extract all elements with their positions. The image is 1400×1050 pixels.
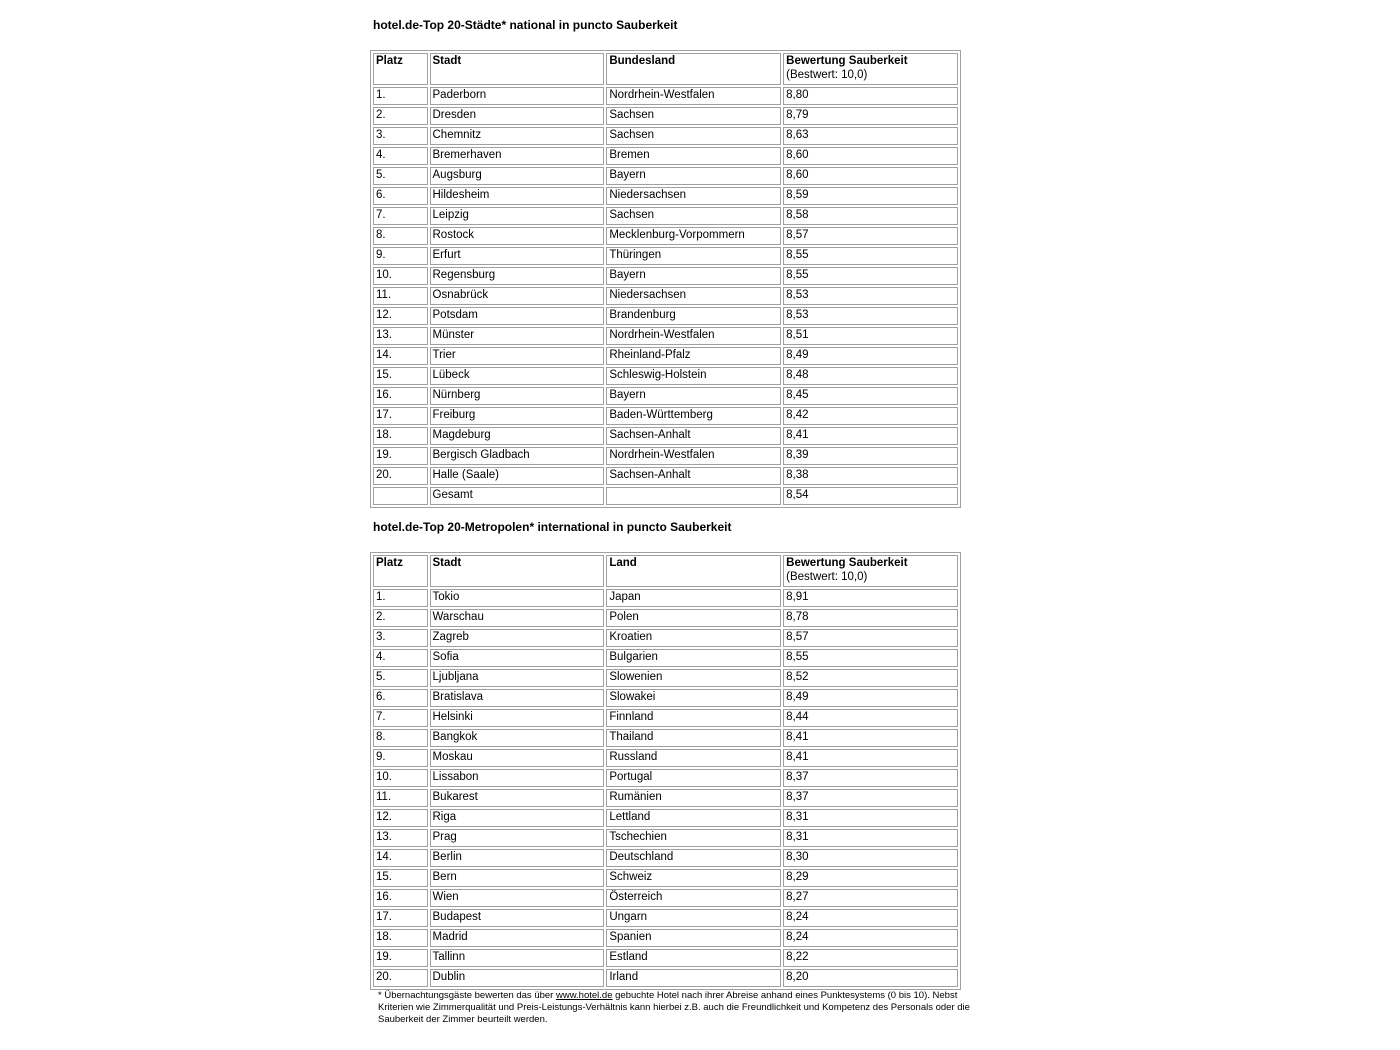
cell-bewertung: 8,60	[783, 167, 958, 185]
cell-stadt: Münster	[430, 327, 605, 345]
table-row	[373, 347, 958, 365]
header-bewertung	[783, 555, 958, 587]
cell-platz: 16.	[373, 889, 428, 907]
cell-region: Rheinland-Pfalz	[606, 347, 781, 365]
header-bewertung-label: Bewertung Sauberkeit	[786, 557, 908, 569]
cell-stadt: Paderborn	[430, 87, 605, 105]
header-bewertung-label: Bewertung Sauberkeit	[786, 55, 908, 67]
cell-stadt: Tallinn	[430, 949, 605, 967]
cell-region: Nordrhein-Westfalen	[606, 447, 781, 465]
cell-bewertung: 8,20	[783, 969, 958, 987]
cell-stadt: Bukarest	[430, 789, 605, 807]
cell-region: Bulgarien	[606, 649, 781, 667]
cell-platz: 18.	[373, 427, 428, 445]
cell-region: Slowenien	[606, 669, 781, 687]
cell-platz: 9.	[373, 247, 428, 265]
national-table-title: hotel.de-Top 20-Städte* national in puncto Sauberkeit	[373, 18, 678, 32]
cell-platz: 5.	[373, 167, 428, 185]
cell-bewertung: 8,29	[783, 869, 958, 887]
cell-bewertung: 8,37	[783, 789, 958, 807]
cell-platz: 11.	[373, 287, 428, 305]
cell-bewertung: 8,24	[783, 929, 958, 947]
table-row	[373, 467, 958, 485]
cell-stadt: Dresden	[430, 107, 605, 125]
cell-bewertung: 8,37	[783, 769, 958, 787]
cell-stadt: Wien	[430, 889, 605, 907]
table-header-row	[373, 555, 958, 587]
header-platz: Platz	[373, 53, 428, 85]
cell-platz: 5.	[373, 669, 428, 687]
cell-region: Japan	[606, 589, 781, 607]
footnote-text-end: gebuchte Hotel nach ihrer Abreise anhand eines Punktesystems (0 bis 10). Nebst Kriterien wie Zimmerqualität und Preis-Leistungs-Verhältnis kann hierbei z.B. auch die Freundlichkeit und Kompetenz des Personals oder die Sauberkeit der Zimmer beurteilt werden.	[378, 990, 970, 1025]
cell-bewertung: 8,60	[783, 147, 958, 165]
cell-stadt: Osnabrück	[430, 287, 605, 305]
cell-stadt: Riga	[430, 809, 605, 827]
cell-region: Slowakei	[606, 689, 781, 707]
cell-region: Sachsen-Anhalt	[606, 427, 781, 445]
cell-bewertung: 8,53	[783, 287, 958, 305]
cell-stadt: Lübeck	[430, 367, 605, 385]
cell-region: Sachsen	[606, 127, 781, 145]
cell-stadt: Tokio	[430, 589, 605, 607]
table-row	[373, 649, 958, 667]
header-bewertung	[783, 53, 958, 85]
cell-bewertung: 8,31	[783, 809, 958, 827]
cell-region: Bremen	[606, 147, 781, 165]
cell-stadt: Chemnitz	[430, 127, 605, 145]
cell-bewertung: 8,48	[783, 367, 958, 385]
table-header-row	[373, 53, 958, 85]
cell-stadt: Sofia	[430, 649, 605, 667]
cell-stadt: Warschau	[430, 609, 605, 627]
cell-stadt: Regensburg	[430, 267, 605, 285]
table-row	[373, 327, 958, 345]
cell-region: Bayern	[606, 387, 781, 405]
cell-region: Niedersachsen	[606, 287, 781, 305]
cell-region: Nordrhein-Westfalen	[606, 327, 781, 345]
cell-stadt: Magdeburg	[430, 427, 605, 445]
cell-stadt: Lissabon	[430, 769, 605, 787]
footnote-text-start: * Übernachtungsgäste bewerten das über	[378, 990, 556, 1001]
cell-platz: 3.	[373, 127, 428, 145]
cell-platz: 11.	[373, 789, 428, 807]
cell-region: Mecklenburg-Vorpommern	[606, 227, 781, 245]
cell-platz: 13.	[373, 829, 428, 847]
table-row	[373, 689, 958, 707]
cell-bewertung: 8,57	[783, 227, 958, 245]
table-row	[373, 427, 958, 445]
cell-platz: 14.	[373, 347, 428, 365]
cell-platz: 7.	[373, 709, 428, 727]
table-row	[373, 629, 958, 647]
cell-region: Thailand	[606, 729, 781, 747]
table-row	[373, 167, 958, 185]
table-row	[373, 929, 958, 947]
cell-platz: 4.	[373, 649, 428, 667]
table-row	[373, 869, 958, 887]
cell-bewertung: 8,45	[783, 387, 958, 405]
cell-platz: 10.	[373, 769, 428, 787]
cell-bewertung: 8,78	[783, 609, 958, 627]
cell-region: Bayern	[606, 167, 781, 185]
cell-region: Schleswig-Holstein	[606, 367, 781, 385]
cell-platz: 8.	[373, 729, 428, 747]
table-row	[373, 227, 958, 245]
table-row	[373, 207, 958, 225]
cell-stadt: Madrid	[430, 929, 605, 947]
cell-region: Spanien	[606, 929, 781, 947]
cell-bewertung: 8,91	[783, 589, 958, 607]
table-row	[373, 307, 958, 325]
cell-platz: 16.	[373, 387, 428, 405]
total-value: 8,54	[783, 487, 958, 505]
table-row	[373, 749, 958, 767]
cell-platz: 12.	[373, 307, 428, 325]
cell-region: Kroatien	[606, 629, 781, 647]
cell-stadt: Bergisch Gladbach	[430, 447, 605, 465]
cell-region: Baden-Württemberg	[606, 407, 781, 425]
table-row	[373, 849, 958, 867]
cell-stadt: Bratislava	[430, 689, 605, 707]
cell-region: Nordrhein-Westfalen	[606, 87, 781, 105]
cell-bewertung: 8,79	[783, 107, 958, 125]
cell-platz: 1.	[373, 589, 428, 607]
cell-bewertung: 8,44	[783, 709, 958, 727]
cell-bewertung: 8,31	[783, 829, 958, 847]
cell-region: Schweiz	[606, 869, 781, 887]
cell-stadt: Erfurt	[430, 247, 605, 265]
hotel-de-link[interactable]: www.hotel.de	[555, 990, 613, 1001]
table-row	[373, 809, 958, 827]
cell-stadt: Bern	[430, 869, 605, 887]
cell-stadt: Leipzig	[430, 207, 605, 225]
cell-stadt: Zagreb	[430, 629, 605, 647]
cell-platz: 7.	[373, 207, 428, 225]
table-row	[373, 909, 958, 927]
cell-platz: 8.	[373, 227, 428, 245]
cell-bewertung: 8,52	[783, 669, 958, 687]
cell-stadt: Ljubljana	[430, 669, 605, 687]
international-table-body	[373, 589, 958, 987]
table-row	[373, 187, 958, 205]
cell-platz: 19.	[373, 447, 428, 465]
cell-region: Niedersachsen	[606, 187, 781, 205]
cell-region: Estland	[606, 949, 781, 967]
cell-bewertung: 8,63	[783, 127, 958, 145]
cell-region: Russland	[606, 749, 781, 767]
table-row	[373, 447, 958, 465]
cell-stadt: Potsdam	[430, 307, 605, 325]
cell-platz: 17.	[373, 909, 428, 927]
cell-bewertung: 8,42	[783, 407, 958, 425]
cell-stadt: Budapest	[430, 909, 605, 927]
table-row	[373, 769, 958, 787]
cell-stadt: Bremerhaven	[430, 147, 605, 165]
header-bewertung-sub: (Bestwert: 10,0)	[786, 69, 868, 81]
table-row	[373, 107, 958, 125]
cell-stadt: Prag	[430, 829, 605, 847]
table-row	[373, 589, 958, 607]
cell-stadt: Dublin	[430, 969, 605, 987]
cell-stadt: Halle (Saale)	[430, 467, 605, 485]
cell-platz: 19.	[373, 949, 428, 967]
cell-bewertung: 8,49	[783, 347, 958, 365]
cell-region: Brandenburg	[606, 307, 781, 325]
cell-stadt: Hildesheim	[430, 187, 605, 205]
cell-bewertung: 8,22	[783, 949, 958, 967]
cell-stadt: Freiburg	[430, 407, 605, 425]
cell-platz: 3.	[373, 629, 428, 647]
header-stadt: Stadt	[430, 53, 605, 85]
cell-region: Rumänien	[606, 789, 781, 807]
header-land: Land	[606, 555, 781, 587]
cell-bewertung: 8,38	[783, 467, 958, 485]
cell-bewertung: 8,55	[783, 247, 958, 265]
cell-bewertung: 8,41	[783, 729, 958, 747]
cell-platz: 1.	[373, 87, 428, 105]
table-row	[373, 287, 958, 305]
cell-bewertung: 8,24	[783, 909, 958, 927]
cell-region: Ungarn	[606, 909, 781, 927]
cell-region: Österreich	[606, 889, 781, 907]
footnote	[378, 990, 978, 1026]
cell-stadt: Augsburg	[430, 167, 605, 185]
cell-bewertung: 8,49	[783, 689, 958, 707]
cell-region: Tschechien	[606, 829, 781, 847]
cell-platz: 6.	[373, 689, 428, 707]
cell-bewertung: 8,55	[783, 649, 958, 667]
header-platz: Platz	[373, 555, 428, 587]
cell-platz: 15.	[373, 367, 428, 385]
table-row	[373, 709, 958, 727]
cell-platz: 9.	[373, 749, 428, 767]
cell-platz: 20.	[373, 969, 428, 987]
cell-platz: 2.	[373, 609, 428, 627]
cell-bewertung: 8,59	[783, 187, 958, 205]
table-row	[373, 889, 958, 907]
cell-bewertung: 8,80	[783, 87, 958, 105]
cell-bewertung: 8,39	[783, 447, 958, 465]
total-region	[606, 487, 781, 505]
cell-platz: 12.	[373, 809, 428, 827]
table-row	[373, 267, 958, 285]
cell-bewertung: 8,27	[783, 889, 958, 907]
table-row	[373, 949, 958, 967]
cell-region: Thüringen	[606, 247, 781, 265]
cell-stadt: Nürnberg	[430, 387, 605, 405]
cell-region: Portugal	[606, 769, 781, 787]
table-row	[373, 407, 958, 425]
table-row	[373, 729, 958, 747]
cell-bewertung: 8,41	[783, 427, 958, 445]
cell-platz: 15.	[373, 869, 428, 887]
cell-platz: 13.	[373, 327, 428, 345]
cell-bewertung: 8,53	[783, 307, 958, 325]
cell-stadt: Berlin	[430, 849, 605, 867]
table-row	[373, 609, 958, 627]
cell-platz: 14.	[373, 849, 428, 867]
table-row	[373, 829, 958, 847]
cell-platz: 18.	[373, 929, 428, 947]
cell-bewertung: 8,51	[783, 327, 958, 345]
cell-region: Polen	[606, 609, 781, 627]
international-ranking-table	[370, 552, 961, 990]
cell-platz: 6.	[373, 187, 428, 205]
cell-bewertung: 8,57	[783, 629, 958, 647]
cell-stadt: Bangkok	[430, 729, 605, 747]
cell-bewertung: 8,55	[783, 267, 958, 285]
table-row	[373, 669, 958, 687]
cell-region: Sachsen	[606, 207, 781, 225]
cell-stadt: Helsinki	[430, 709, 605, 727]
cell-region: Finnland	[606, 709, 781, 727]
cell-stadt: Moskau	[430, 749, 605, 767]
cell-platz: 17.	[373, 407, 428, 425]
table-total-row	[373, 487, 958, 505]
cell-platz: 4.	[373, 147, 428, 165]
table-row	[373, 247, 958, 265]
table-row	[373, 789, 958, 807]
total-platz	[373, 487, 428, 505]
national-ranking-table	[370, 50, 961, 508]
cell-platz: 20.	[373, 467, 428, 485]
cell-stadt: Trier	[430, 347, 605, 365]
cell-bewertung: 8,30	[783, 849, 958, 867]
table-row	[373, 969, 958, 987]
cell-bewertung: 8,41	[783, 749, 958, 767]
cell-region: Sachsen	[606, 107, 781, 125]
cell-stadt: Rostock	[430, 227, 605, 245]
cell-region: Deutschland	[606, 849, 781, 867]
national-table-body	[373, 87, 958, 485]
total-label: Gesamt	[430, 487, 605, 505]
table-row	[373, 147, 958, 165]
cell-bewertung: 8,58	[783, 207, 958, 225]
cell-region: Sachsen-Anhalt	[606, 467, 781, 485]
header-bundesland: Bundesland	[606, 53, 781, 85]
header-bewertung-sub: (Bestwert: 10,0)	[786, 571, 868, 583]
cell-region: Lettland	[606, 809, 781, 827]
table-row	[373, 127, 958, 145]
table-row	[373, 367, 958, 385]
cell-region: Irland	[606, 969, 781, 987]
table-row	[373, 87, 958, 105]
cell-region: Bayern	[606, 267, 781, 285]
international-table-title: hotel.de-Top 20-Metropolen* international in puncto Sauberkeit	[373, 520, 732, 534]
table-row	[373, 387, 958, 405]
header-stadt: Stadt	[430, 555, 605, 587]
cell-platz: 2.	[373, 107, 428, 125]
cell-platz: 10.	[373, 267, 428, 285]
